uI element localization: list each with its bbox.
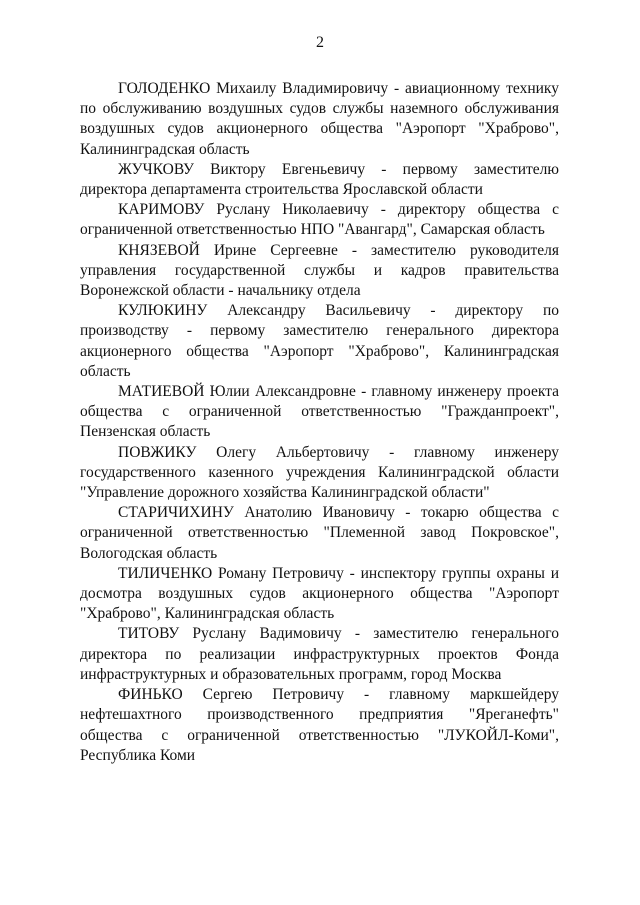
list-item: ТИТОВУ Руслану Вадимовичу - заместителю генерального директора по реализации инфраструктурных проектов Фонда инфраструктурных и образовательных программ, город Москва xyxy=(80,625,559,683)
list-item: МАТИЕВОЙ Юлии Александровне - главному инженеру проекта общества с ограниченной ответственностью "Гражданпроект", Пензенская область xyxy=(80,383,559,441)
list-item: КНЯЗЕВОЙ Ирине Сергеевне - заместителю руководителя управления государственной службы и кадров правительства Воронежской области - начальнику отдела xyxy=(80,241,559,300)
award-list xyxy=(80,79,559,766)
list-item: СТАРИЧИХИНУ Анатолию Ивановичу - токарю общества с ограниченной ответственностью "Племенной завод Покровское", Вологодская область xyxy=(80,504,559,562)
list-item: ГОЛОДЕНКО Михаилу Владимировичу - авиационному технику по обслуживанию воздушных судов службы наземного обслуживания воздушных судов акционерного общества "Аэропорт "Храброво", Калининградская область xyxy=(80,80,559,158)
list-item: ФИНЬКО Сергею Петровичу - главному маркшейдеру нефтешахтного производственного предприятия "Яреганефть" общества с ограниченной ответственностью "ЛУКОЙЛ-Коми", Республика Коми xyxy=(80,686,559,764)
list-item: ЖУЧКОВУ Виктору Евгеньевичу - первому заместителю директора департамента строительства Ярославской области xyxy=(80,160,559,199)
list-item: ПОВЖИКУ Олегу Альбертовичу - главному инженеру государственного казенного учреждения Калининградской области "Управление дорожного хозяйства Калининградской области" xyxy=(80,443,559,502)
list-item: КАРИМОВУ Руслану Николаевичу - директору общества с ограниченной ответственностью НПО "Авангард", Самарская область xyxy=(80,201,559,239)
page-number: 2 xyxy=(316,34,324,51)
list-item: ТИЛИЧЕНКО Роману Петровичу - инспектору группы охраны и досмотра воздушных судов акционерного общества "Аэропорт "Храброво", Калининградская область xyxy=(80,564,559,623)
list-item: КУЛЮКИНУ Александру Васильевичу - директору по производству - первому заместителю генерального директора акционерного общества "Аэропорт "Храброво", Калининградская область xyxy=(80,302,559,380)
